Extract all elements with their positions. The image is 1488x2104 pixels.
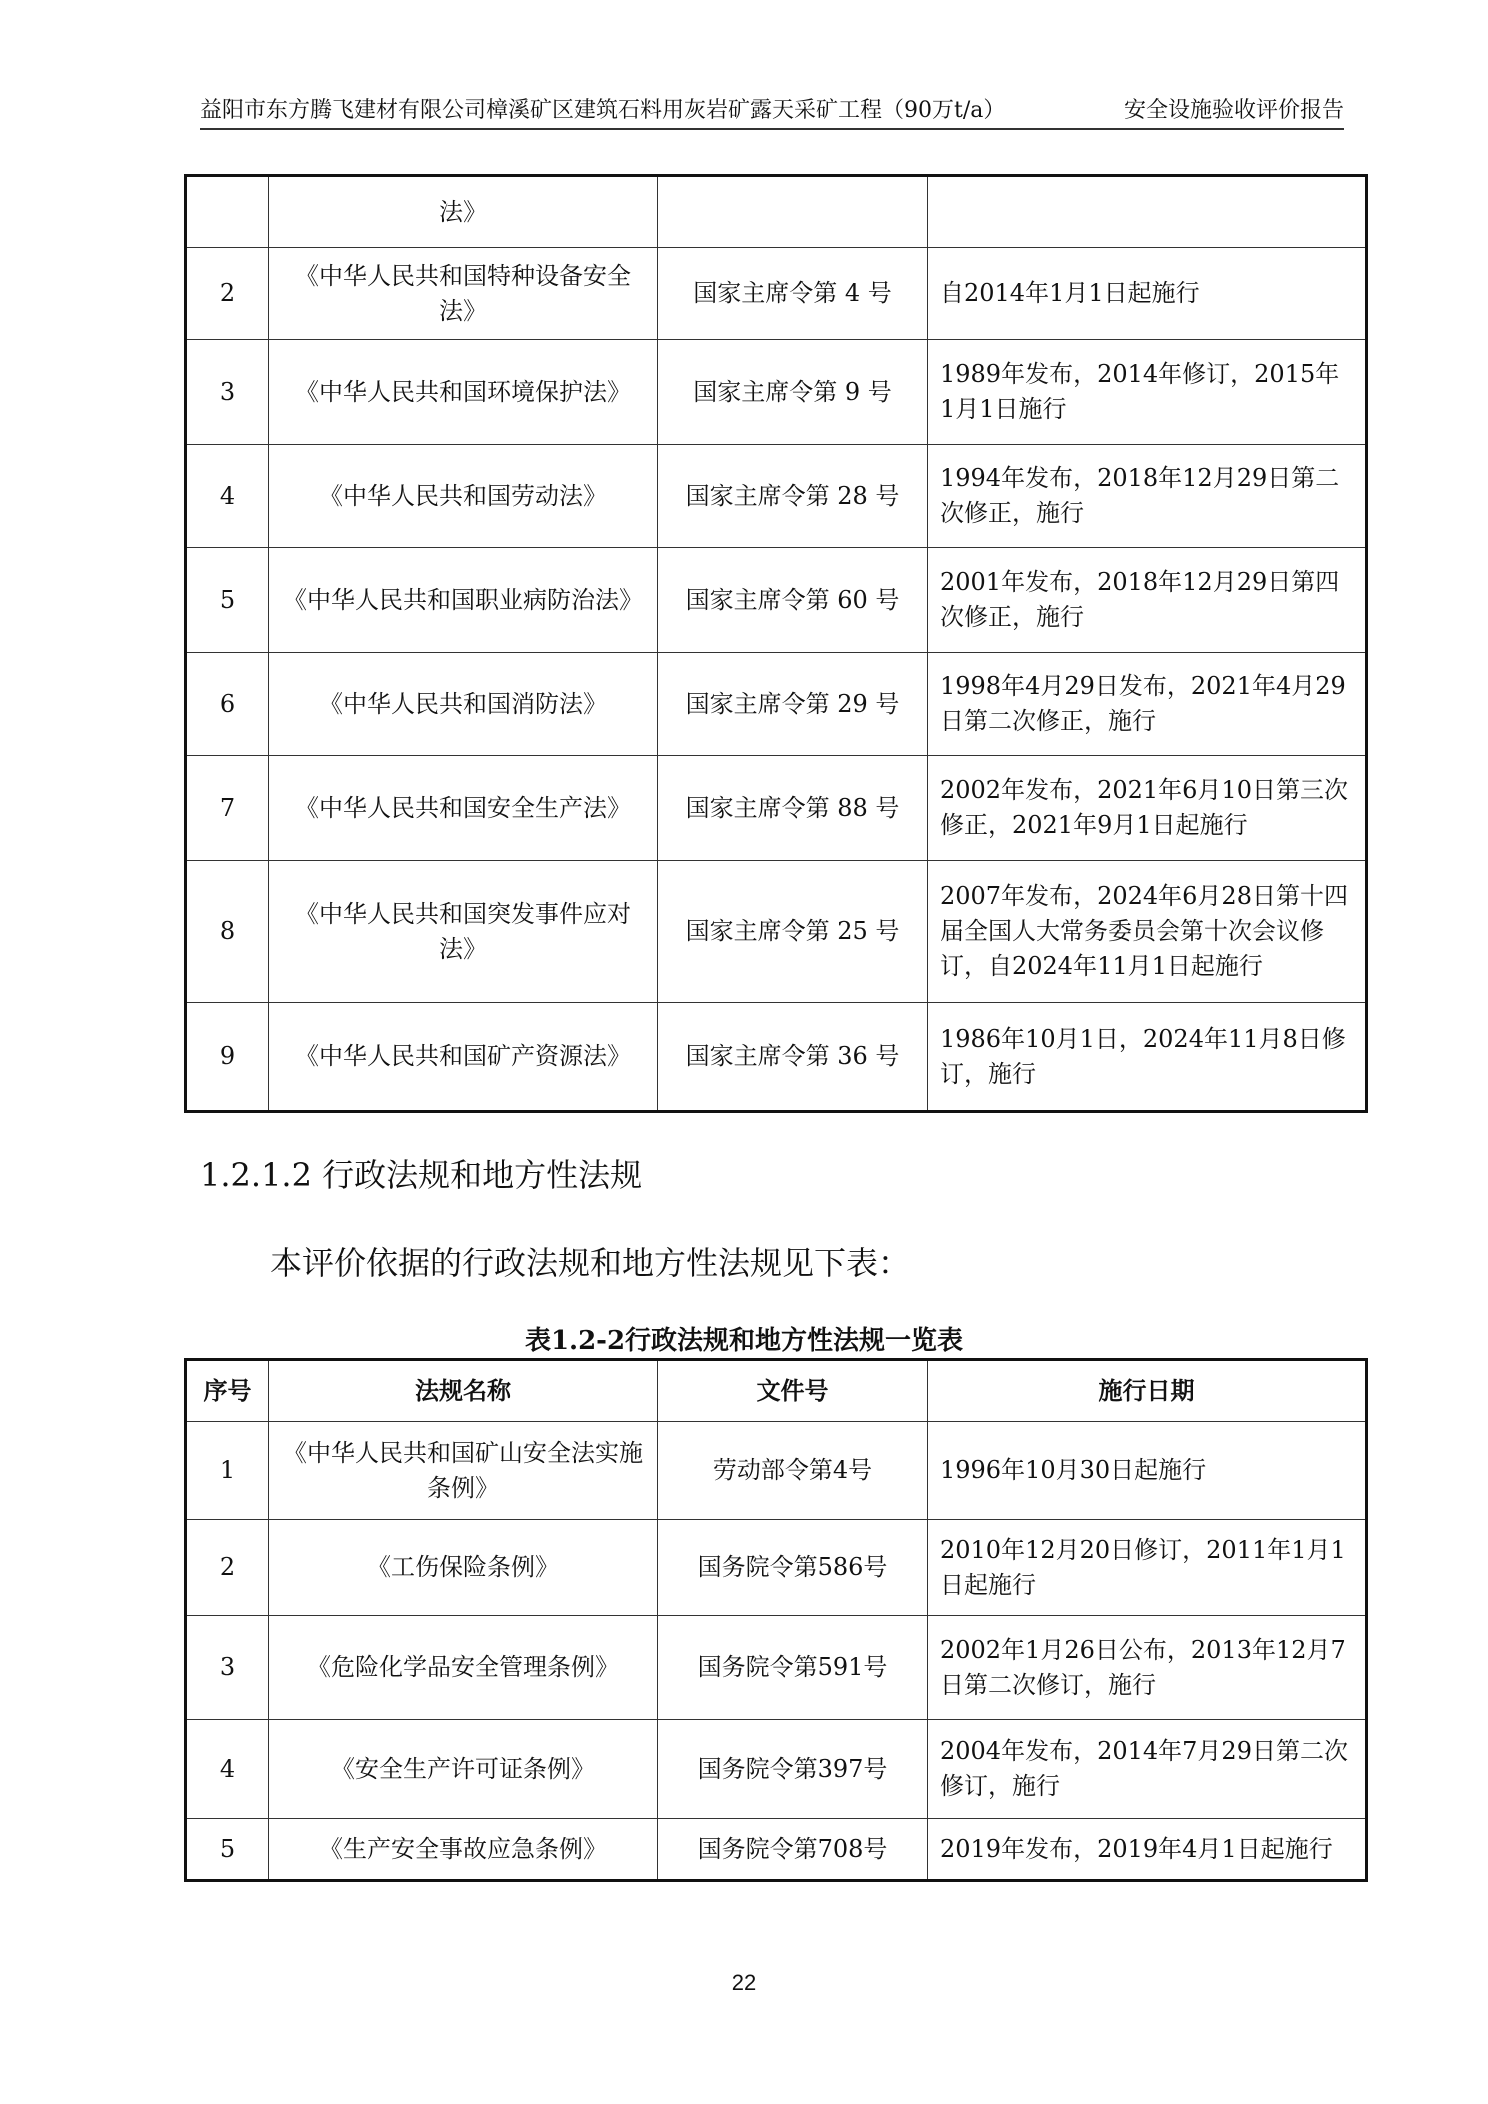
regulation-name: 《中华人民共和国安全生产法》 [269, 756, 658, 861]
row-number: 5 [186, 1819, 269, 1881]
effective-date: 2001年发布，2018年12月29日第四次修正，施行 [928, 548, 1367, 653]
table-row [186, 445, 1367, 548]
regulation-name: 《危险化学品安全管理条例》 [269, 1616, 658, 1720]
document-number: 国家主席令第 88 号 [658, 756, 928, 861]
row-number: 6 [186, 653, 269, 756]
header-report-title: 安全设施验收评价报告 [1123, 98, 1344, 123]
header-doc: 文件号 [658, 1360, 928, 1422]
effective-date: 1994年发布，2018年12月29日第二次修正，施行 [928, 445, 1367, 548]
table-row [186, 1616, 1367, 1720]
table-row [186, 1520, 1367, 1616]
table-row [186, 1720, 1367, 1819]
row-number [186, 176, 269, 248]
effective-date: 1998年4月29日发布，2021年4月29日第二次修正，施行 [928, 653, 1367, 756]
regulation-name: 《生产安全事故应急条例》 [269, 1819, 658, 1881]
table-row [186, 653, 1367, 756]
regulation-name: 《安全生产许可证条例》 [269, 1720, 658, 1819]
document-number: 国务院令第591号 [658, 1616, 928, 1720]
document-number: 国务院令第397号 [658, 1720, 928, 1819]
effective-date: 2004年发布，2014年7月29日第二次修订，施行 [928, 1720, 1367, 1819]
laws-table-continued [184, 174, 1368, 1113]
section-paragraph: 本评价依据的行政法规和地方性法规见下表： [270, 1244, 911, 1282]
table-header-row [186, 1360, 1367, 1422]
table-row [186, 1422, 1367, 1520]
regulation-name: 法》 [269, 176, 658, 248]
regulation-name: 《中华人民共和国职业病防治法》 [269, 548, 658, 653]
regulation-name: 《工伤保险条例》 [269, 1520, 658, 1616]
document-number [658, 176, 928, 248]
document-number: 国家主席令第 28 号 [658, 445, 928, 548]
document-number: 国家主席令第 9 号 [658, 340, 928, 445]
regulation-name: 《中华人民共和国矿产资源法》 [269, 1003, 658, 1112]
row-number: 3 [186, 340, 269, 445]
effective-date: 2002年发布，2021年6月10日第三次修正，2021年9月1日起施行 [928, 756, 1367, 861]
page-header [200, 96, 1344, 130]
table-row [186, 1003, 1367, 1112]
header-name: 法规名称 [269, 1360, 658, 1422]
regulation-name: 《中华人民共和国突发事件应对法》 [269, 861, 658, 1003]
row-number: 1 [186, 1422, 269, 1520]
document-number: 国家主席令第 29 号 [658, 653, 928, 756]
section-heading: 1.2.1.2 行政法规和地方性法规 [200, 1156, 643, 1194]
row-number: 4 [186, 1720, 269, 1819]
row-number: 7 [186, 756, 269, 861]
regulation-name: 《中华人民共和国特种设备安全法》 [269, 248, 658, 340]
page-number: 22 [731, 1970, 757, 1995]
effective-date: 1996年10月30日起施行 [928, 1422, 1367, 1520]
document-number: 国家主席令第 4 号 [658, 248, 928, 340]
row-number: 4 [186, 445, 269, 548]
effective-date: 2019年发布，2019年4月1日起施行 [928, 1819, 1367, 1881]
document-number: 国家主席令第 36 号 [658, 1003, 928, 1112]
document-number: 国务院令第708号 [658, 1819, 928, 1881]
row-number: 8 [186, 861, 269, 1003]
document-number: 劳动部令第4号 [658, 1422, 928, 1520]
table-row [186, 248, 1367, 340]
row-number: 3 [186, 1616, 269, 1720]
document-number: 国家主席令第 60 号 [658, 548, 928, 653]
header-no: 序号 [186, 1360, 269, 1422]
table-row [186, 756, 1367, 861]
regulation-name: 《中华人民共和国矿山安全法实施条例》 [269, 1422, 658, 1520]
regulation-name: 《中华人民共和国劳动法》 [269, 445, 658, 548]
regulation-name: 《中华人民共和国消防法》 [269, 653, 658, 756]
effective-date [928, 176, 1367, 248]
header-project-title: 益阳市东方腾飞建材有限公司樟溪矿区建筑石料用灰岩矿露天采矿工程（90万t/a） [200, 98, 1006, 123]
document-number: 国务院令第586号 [658, 1520, 928, 1616]
table-row [186, 861, 1367, 1003]
table-row [186, 1819, 1367, 1881]
effective-date: 2002年1月26日公布，2013年12月7日第二次修订，施行 [928, 1616, 1367, 1720]
effective-date: 自2014年1月1日起施行 [928, 248, 1367, 340]
document-number: 国家主席令第 25 号 [658, 861, 928, 1003]
row-number: 2 [186, 1520, 269, 1616]
effective-date: 2010年12月20日修订，2011年1月1日起施行 [928, 1520, 1367, 1616]
regulations-table [184, 1358, 1368, 1882]
row-number: 2 [186, 248, 269, 340]
header-date: 施行日期 [928, 1360, 1367, 1422]
effective-date: 1989年发布，2014年修订，2015年1月1日施行 [928, 340, 1367, 445]
table-row [186, 548, 1367, 653]
effective-date: 1986年10月1日，2024年11月8日修订，施行 [928, 1003, 1367, 1112]
table-caption: 表1.2-2行政法规和地方性法规一览表 [524, 1326, 964, 1356]
regulation-name: 《中华人民共和国环境保护法》 [269, 340, 658, 445]
row-number: 5 [186, 548, 269, 653]
row-number: 9 [186, 1003, 269, 1112]
table-row [186, 340, 1367, 445]
table-row [186, 176, 1367, 248]
effective-date: 2007年发布，2024年6月28日第十四届全国人大常务委员会第十次会议修订，自2024年11月1日起施行 [928, 861, 1367, 1003]
